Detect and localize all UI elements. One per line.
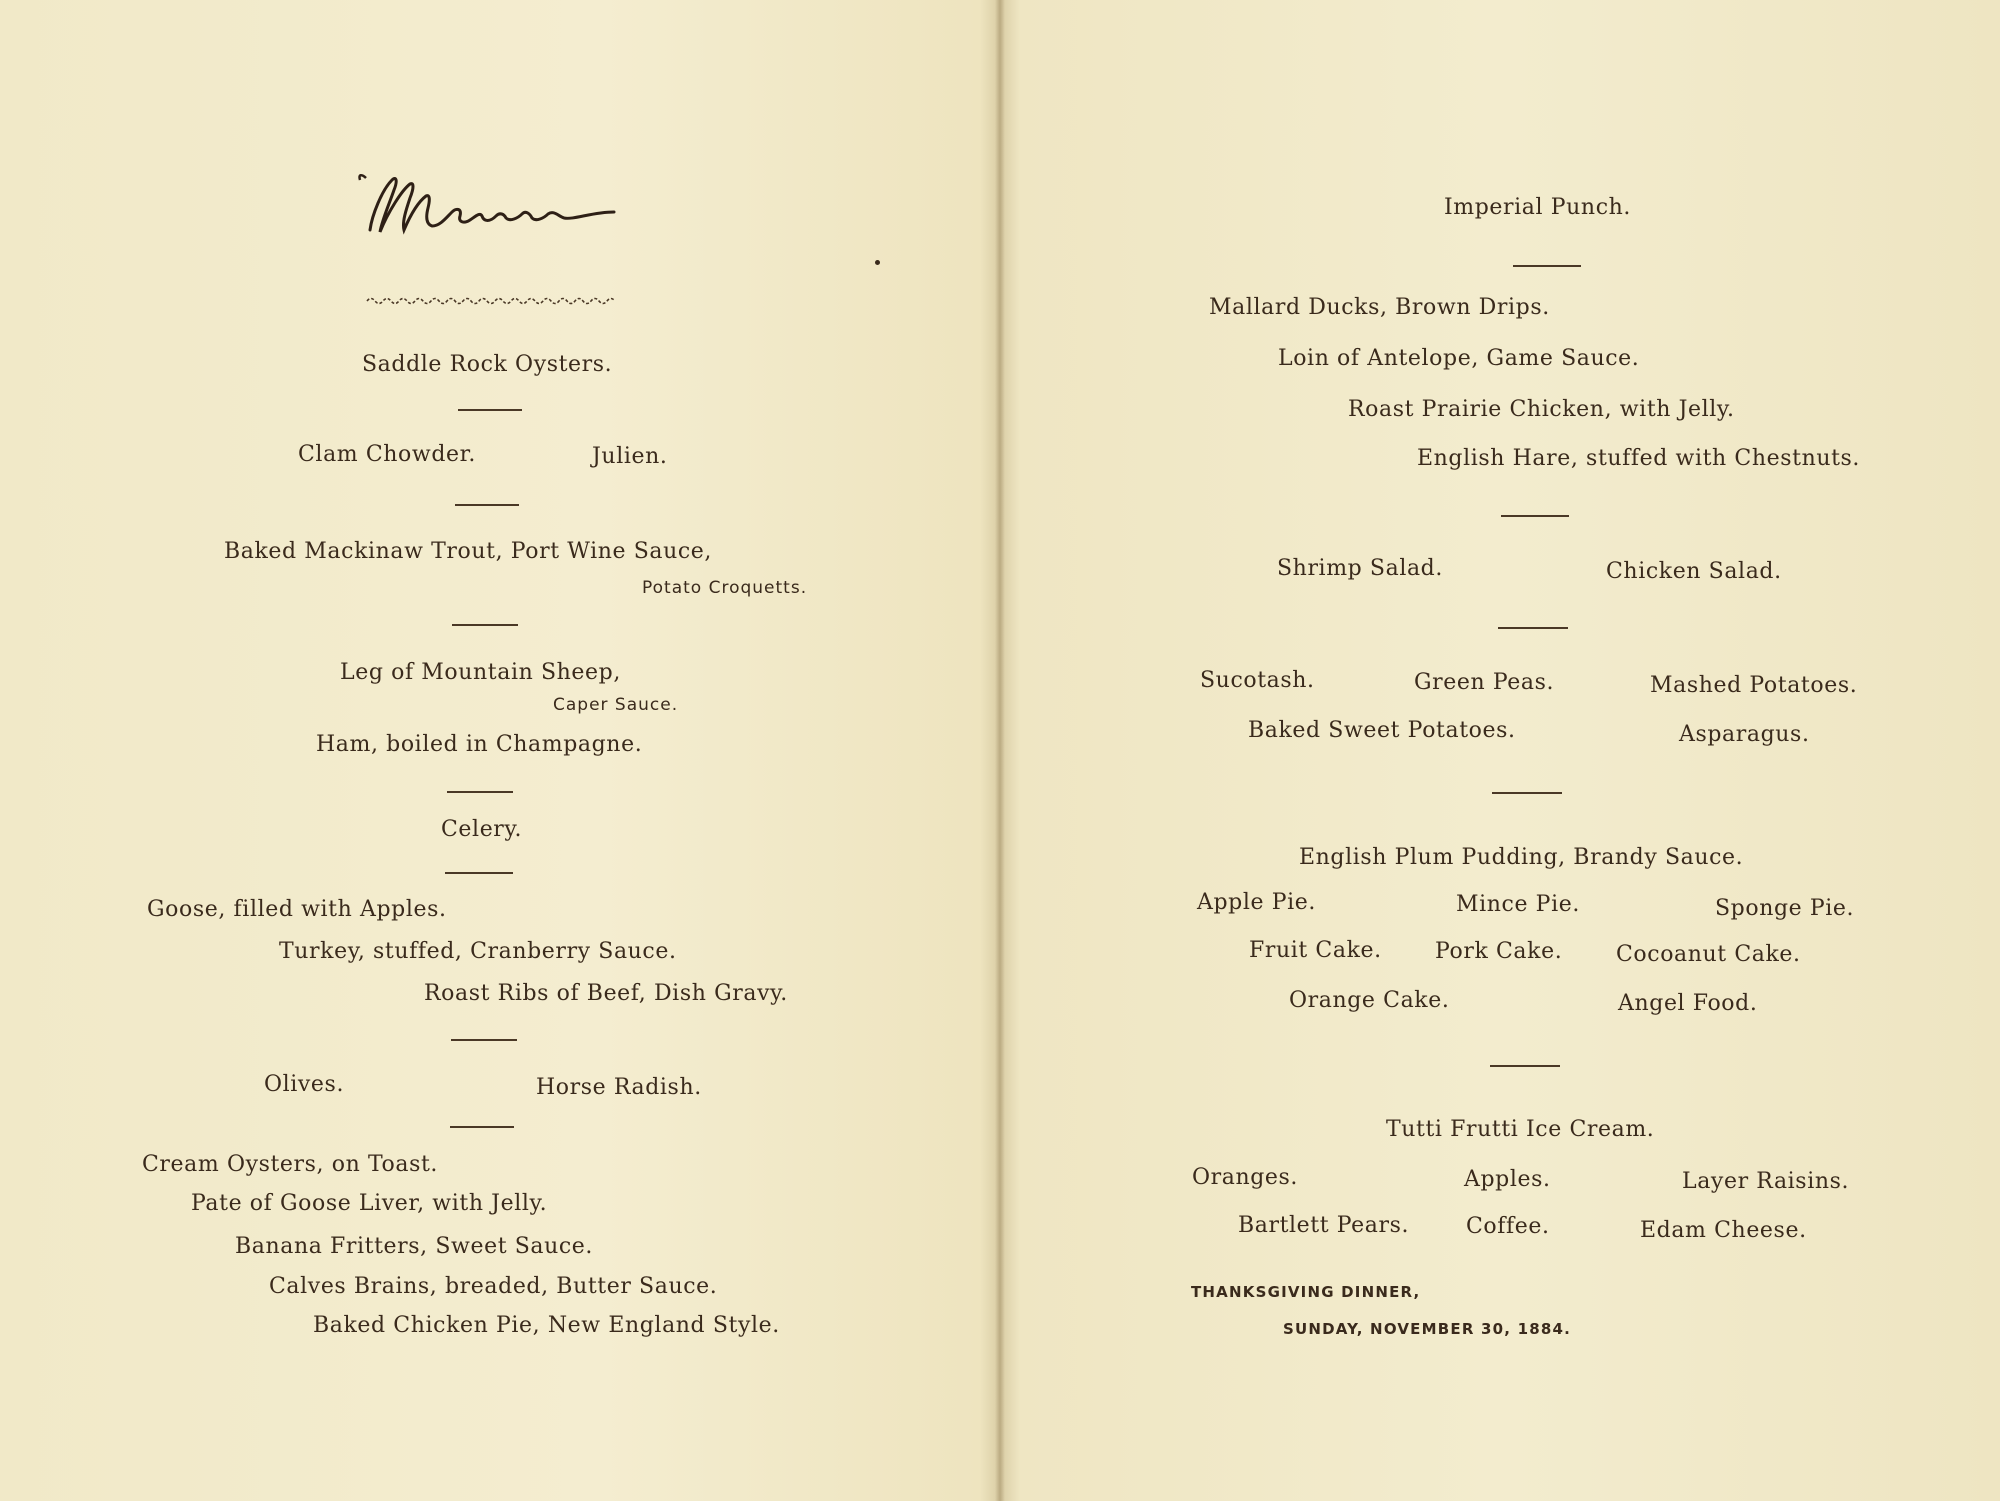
menu-item: Orange Cake.: [1289, 988, 1450, 1013]
divider: [455, 504, 519, 506]
divider: [452, 624, 518, 626]
left-page: [0, 0, 995, 1501]
menu-item: Mince Pie.: [1456, 892, 1580, 917]
menu-item: Apple Pie.: [1197, 890, 1316, 915]
menu-item: Turkey, stuffed, Cranberry Sauce.: [279, 939, 677, 964]
menu-item: Layer Raisins.: [1682, 1169, 1850, 1194]
menu-item: Mallard Ducks, Brown Drips.: [1209, 295, 1550, 320]
menu-item: Clam Chowder.: [298, 442, 476, 467]
menu-item: Calves Brains, breaded, Butter Sauce.: [269, 1274, 718, 1299]
menu-item: Horse Radish.: [536, 1075, 702, 1100]
menu-item: Baked Mackinaw Trout, Port Wine Sauce,: [224, 539, 713, 564]
menu-item: Fruit Cake.: [1249, 938, 1382, 963]
menu-item: Saddle Rock Oysters.: [362, 352, 613, 377]
menu-item: English Hare, stuffed with Chestnuts.: [1417, 446, 1861, 471]
right-page: [1005, 0, 2000, 1501]
menu-item: Leg of Mountain Sheep,: [340, 660, 621, 685]
menu-item: Pate of Goose Liver, with Jelly.: [191, 1191, 548, 1216]
divider: [1490, 1065, 1560, 1067]
menu-item-sub: Potato Croquetts.: [642, 578, 808, 598]
menu-item: Mashed Potatoes.: [1650, 673, 1858, 698]
ornamental-divider: [365, 295, 620, 307]
menu-item: English Plum Pudding, Brandy Sauce.: [1299, 845, 1744, 870]
menu-item: Pork Cake.: [1435, 939, 1563, 964]
divider: [450, 1126, 514, 1128]
page-fold: [995, 0, 1005, 1501]
menu-item: Cocoanut Cake.: [1616, 942, 1801, 967]
menu-item: Banana Fritters, Sweet Sauce.: [235, 1234, 594, 1259]
menu-item: Olives.: [264, 1072, 345, 1097]
divider: [447, 791, 513, 793]
menu-item: Green Peas.: [1414, 670, 1555, 695]
menu-item: Imperial Punch.: [1444, 195, 1631, 220]
divider: [445, 872, 513, 874]
menu-item: Oranges.: [1192, 1165, 1299, 1190]
divider: [458, 409, 522, 411]
menu-item: Chicken Salad.: [1606, 559, 1782, 584]
menu-item: Angel Food.: [1618, 991, 1758, 1016]
divider: [1513, 265, 1581, 267]
menu-item: Sponge Pie.: [1715, 896, 1855, 921]
menu-item: Roast Ribs of Beef, Dish Gravy.: [424, 981, 788, 1006]
menu-item: Baked Chicken Pie, New England Style.: [313, 1313, 780, 1338]
menu-item: Coffee.: [1466, 1214, 1550, 1239]
menu-item: Celery.: [441, 817, 523, 842]
menu-item: Goose, filled with Apples.: [147, 897, 447, 922]
menu-item: Apples.: [1464, 1167, 1551, 1192]
menu-item: Julien.: [592, 444, 668, 469]
footer-occasion: THANKSGIVING DINNER,: [1191, 1283, 1421, 1301]
menu-item: Roast Prairie Chicken, with Jelly.: [1348, 397, 1735, 422]
menu-item: Shrimp Salad.: [1277, 556, 1443, 581]
menu-item: Ham, boiled in Champagne.: [316, 732, 643, 757]
menu-item: Cream Oysters, on Toast.: [142, 1152, 439, 1177]
menu-item: Bartlett Pears.: [1238, 1213, 1410, 1238]
divider: [1492, 792, 1562, 794]
ink-speck: [875, 260, 880, 265]
divider: [451, 1039, 517, 1041]
menu-item-sub: Caper Sauce.: [553, 695, 679, 715]
menu-item: Asparagus.: [1679, 722, 1810, 747]
divider: [1501, 515, 1569, 517]
divider: [1498, 627, 1568, 629]
footer-date: SUNDAY, NOVEMBER 30, 1884.: [1283, 1320, 1572, 1338]
menu-item: Tutti Frutti Ice Cream.: [1386, 1117, 1655, 1142]
menu-script-title: [352, 160, 652, 250]
menu-item: Edam Cheese.: [1640, 1218, 1807, 1243]
menu-item: Sucotash.: [1200, 668, 1315, 693]
menu-item: Baked Sweet Potatoes.: [1248, 718, 1516, 743]
menu-item: Loin of Antelope, Game Sauce.: [1278, 346, 1640, 371]
